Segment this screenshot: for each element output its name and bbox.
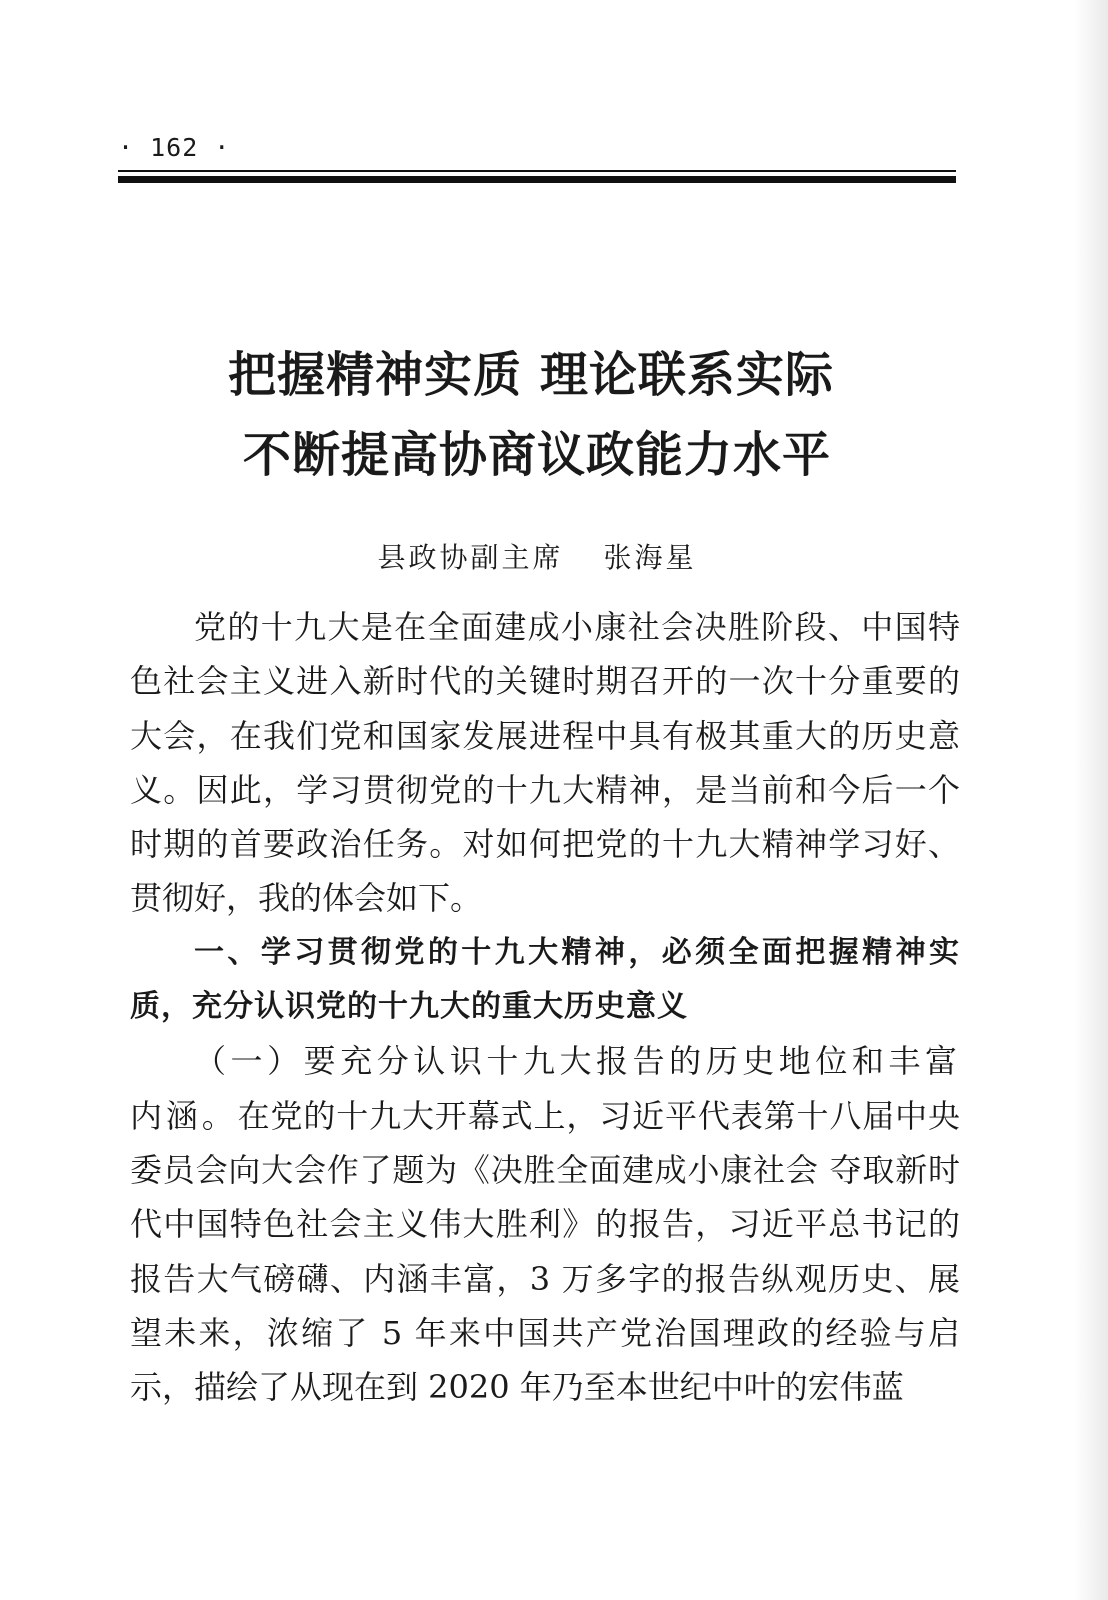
page-header bbox=[118, 128, 956, 183]
article-body bbox=[130, 600, 960, 1414]
scan-edge-shadow bbox=[1074, 0, 1108, 1600]
paragraph-intro: 党的十九大是在全面建成小康社会决胜阶段、中国特色社会主义进入新时代的关键时期召开的一次十分重要的大会，在我们党和国家发展进程中具有极其重大的历史意义。因此，学习贯彻党的十九大精神，是当前和今后一个时期的首要政治任务。对如何把党的十九大精神学习好、贯彻好，我的体会如下。 bbox=[130, 608, 960, 918]
subsection-heading-1: （一）要充分认识十九大报告的历史地位和丰富内涵。 bbox=[130, 1042, 960, 1135]
header-rule-thin bbox=[118, 170, 956, 172]
author-role: 县政协副主席 bbox=[377, 541, 564, 574]
paragraph-subsection-1 bbox=[130, 1034, 960, 1414]
title-line-2: 不断提高协商议政能力水平 bbox=[242, 427, 831, 483]
author-name: 张海星 bbox=[603, 541, 697, 574]
article-title bbox=[118, 335, 956, 495]
title-line-1: 把握精神实质 理论联系实际 bbox=[228, 347, 834, 403]
section-heading-1: 一、学习贯彻党的十九大精神，必须全面把握精神实质，充分认识党的十九大的重大历史意义 bbox=[130, 934, 960, 1025]
byline bbox=[118, 536, 956, 580]
header-rule-thick bbox=[118, 176, 956, 183]
page-number: · 162 · bbox=[118, 133, 231, 162]
paragraph-subsection-1-text: 在党的十九大开幕式上，习近平代表第十八届中央委员会向大会作了题为《决胜全面建成小康社会 夺取新时代中国特色社会主义伟大胜利》的报告，习近平总书记的报告大气磅礴、内涵丰富，3 万多字的报告纵观历史、展望未来，浓缩了 5 年来中国共产党治国理政的经验与启示，描绘了从现在到 2020 年乃至本世纪中叶的宏伟蓝 bbox=[130, 1096, 960, 1407]
